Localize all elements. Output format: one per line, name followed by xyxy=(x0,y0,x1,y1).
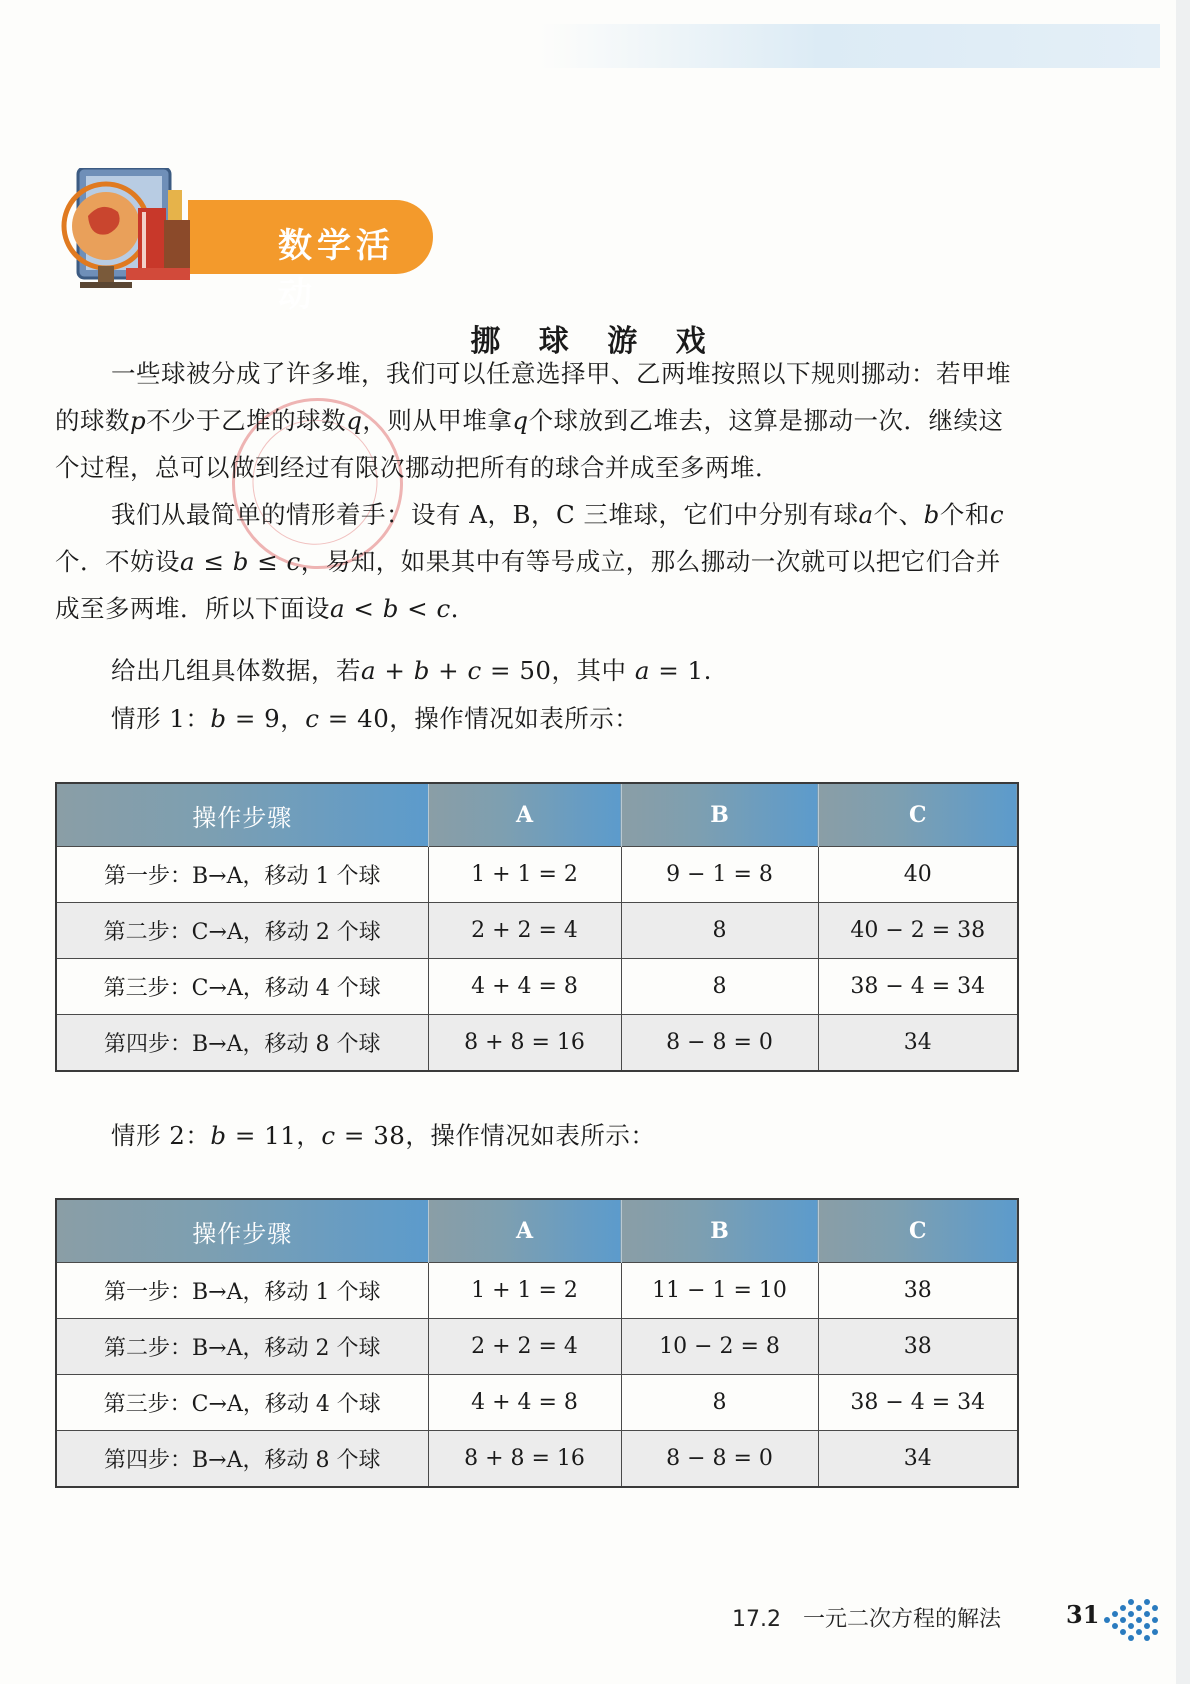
table-cell: 11 − 1 = 10 xyxy=(621,1263,818,1319)
table-header-row xyxy=(56,783,1018,847)
table-cell: 第一步：B→A，移动 1 个球 xyxy=(56,847,428,903)
paragraph-2: 我们从最简单的情形着手：设有 A，B，C 三堆球，它们中分别有球a个、b个和c个．不妨设a ≤ b ≤ c，易知，如果其中有等号成立，那么挪动一次就可以把它们合并成至多两堆．所以下面设a < b < c． xyxy=(55,500,1005,623)
footer-section-title: 17.2 一元二次方程的解法 xyxy=(732,1607,1001,1632)
table-cell: 1 + 1 = 2 xyxy=(428,1263,621,1319)
table-cell: 第二步：B→A，移动 2 个球 xyxy=(56,1319,428,1375)
operations-table-1 xyxy=(55,782,1019,1072)
operations-table-2 xyxy=(55,1198,1019,1488)
table-cell: 8 − 8 = 0 xyxy=(621,1431,818,1488)
table-cell: 8 + 8 = 16 xyxy=(428,1015,621,1072)
page-edge xyxy=(1176,0,1190,1684)
table-row xyxy=(56,1431,1018,1488)
table-row xyxy=(56,903,1018,959)
table-cell: 第四步：B→A，移动 8 个球 xyxy=(56,1431,428,1488)
table-cell: 8 − 8 = 0 xyxy=(621,1015,818,1072)
table-cell: 第三步：C→A，移动 4 个球 xyxy=(56,1375,428,1431)
table-cell: 第一步：B→A，移动 1 个球 xyxy=(56,1263,428,1319)
table-cell: 10 − 2 = 8 xyxy=(621,1319,818,1375)
header-b: B xyxy=(621,1199,818,1263)
table-cell: 9 − 1 = 8 xyxy=(621,847,818,903)
case-1-intro: 情形 1：b = 9，c = 40，操作情况如表所示： xyxy=(111,704,640,733)
header-a: A xyxy=(428,1199,621,1263)
paragraph-3: 给出几组具体数据，若a + b + c = 50，其中 a = 1. xyxy=(111,656,712,685)
table-cell: 38 − 4 = 34 xyxy=(818,1375,1018,1431)
table-cell: 34 xyxy=(818,1431,1018,1488)
page-heading: 挪 球 游 戏 xyxy=(470,324,720,359)
paragraph-1: 一些球被分成了许多堆，我们可以任意选择甲、乙两堆按照以下规则挪动：若甲堆的球数p不少于乙堆的球数q，则从甲堆拿q个球放到乙堆去，这算是挪动一次．继续这个过程，总可以做到经过有限次挪动把所有的球合并成至多两堆． xyxy=(55,359,1011,482)
table-row xyxy=(56,1263,1018,1319)
table-cell: 8 + 8 = 16 xyxy=(428,1431,621,1488)
banner-title: 数学活动 xyxy=(278,226,395,315)
math-activity-banner xyxy=(58,168,428,315)
header-c: C xyxy=(818,783,1018,847)
table-cell: 第四步：B→A，移动 8 个球 xyxy=(56,1015,428,1072)
table-cell: 2 + 2 = 4 xyxy=(428,903,621,959)
table-cell: 4 + 4 = 8 xyxy=(428,1375,621,1431)
table-cell: 4 + 4 = 8 xyxy=(428,959,621,1015)
page-number: 31 xyxy=(1066,1600,1100,1629)
header-a: A xyxy=(428,783,621,847)
dot-grid-icon xyxy=(1103,1596,1159,1644)
table-cell: 第二步：C→A，移动 2 个球 xyxy=(56,903,428,959)
table-cell: 2 + 2 = 4 xyxy=(428,1319,621,1375)
header-step: 操作步骤 xyxy=(56,783,428,847)
case-2-intro: 情形 2：b = 11，c = 38，操作情况如表所示： xyxy=(111,1121,656,1150)
table-cell: 34 xyxy=(818,1015,1018,1072)
globe-books-icon xyxy=(58,168,258,293)
table-cell: 8 xyxy=(621,1375,818,1431)
table-cell: 38 xyxy=(818,1319,1018,1375)
header-step: 操作步骤 xyxy=(56,1199,428,1263)
table-cell: 第三步：C→A，移动 4 个球 xyxy=(56,959,428,1015)
table-cell: 8 xyxy=(621,959,818,1015)
table-cell: 38 xyxy=(818,1263,1018,1319)
table-cell: 1 + 1 = 2 xyxy=(428,847,621,903)
table-cell: 40 − 2 = 38 xyxy=(818,903,1018,959)
table-cell: 38 − 4 = 34 xyxy=(818,959,1018,1015)
table-cell: 8 xyxy=(621,903,818,959)
table-row xyxy=(56,847,1018,903)
table-row xyxy=(56,959,1018,1015)
table-row xyxy=(56,1375,1018,1431)
table-header-row xyxy=(56,1199,1018,1263)
table-cell: 40 xyxy=(818,847,1018,903)
header-c: C xyxy=(818,1199,1018,1263)
table-row xyxy=(56,1319,1018,1375)
table-row xyxy=(56,1015,1018,1072)
top-decor-band xyxy=(540,24,1160,68)
header-b: B xyxy=(621,783,818,847)
